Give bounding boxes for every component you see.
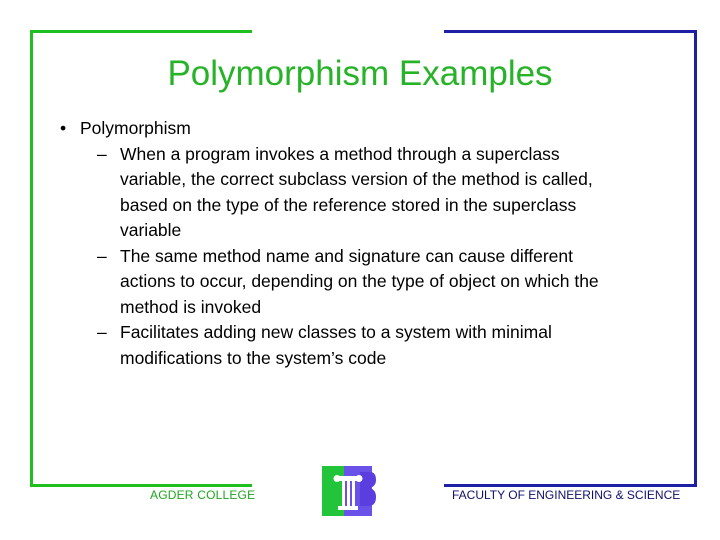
sub-item-text: When a program invokes a method through a superclass variable, the correct subclass version of the method is called, based on the type of the reference stored in the superclass variable <box>120 143 593 240</box>
dash-marker: – <box>97 245 107 266</box>
bullet-marker: • <box>60 118 67 138</box>
sub-item-text: Facilitates adding new classes to a system with minimal modifications to the system’s code <box>120 322 552 368</box>
bullet-text: Polymorphism <box>80 118 191 138</box>
footer-right-text: FACULTY OF ENGINEERING & SCIENCE <box>452 488 681 502</box>
footer-left-text: AGDER COLLEGE <box>150 488 256 502</box>
frame-top-right-line <box>444 30 697 33</box>
frame-bottom-right-line <box>444 484 697 487</box>
bullet-item <box>58 116 658 142</box>
sub-list <box>58 142 658 372</box>
dash-marker: – <box>97 143 107 164</box>
frame-bottom-left-line <box>30 484 252 487</box>
sub-item <box>58 320 630 371</box>
sub-item <box>58 142 630 244</box>
dash-marker: – <box>97 322 107 342</box>
frame-top-left-line <box>30 30 252 33</box>
frame-right-line <box>694 30 697 487</box>
slide-content <box>58 116 658 371</box>
agder-college-logo-icon <box>320 462 376 518</box>
sub-item-text: The same method name and signature can cause different actions to occur, depending on the type of object on which the method is invoked <box>120 245 599 317</box>
sub-item <box>58 244 630 321</box>
frame-left-line <box>30 30 33 487</box>
slide-title: Polymorphism Examples <box>167 54 553 93</box>
